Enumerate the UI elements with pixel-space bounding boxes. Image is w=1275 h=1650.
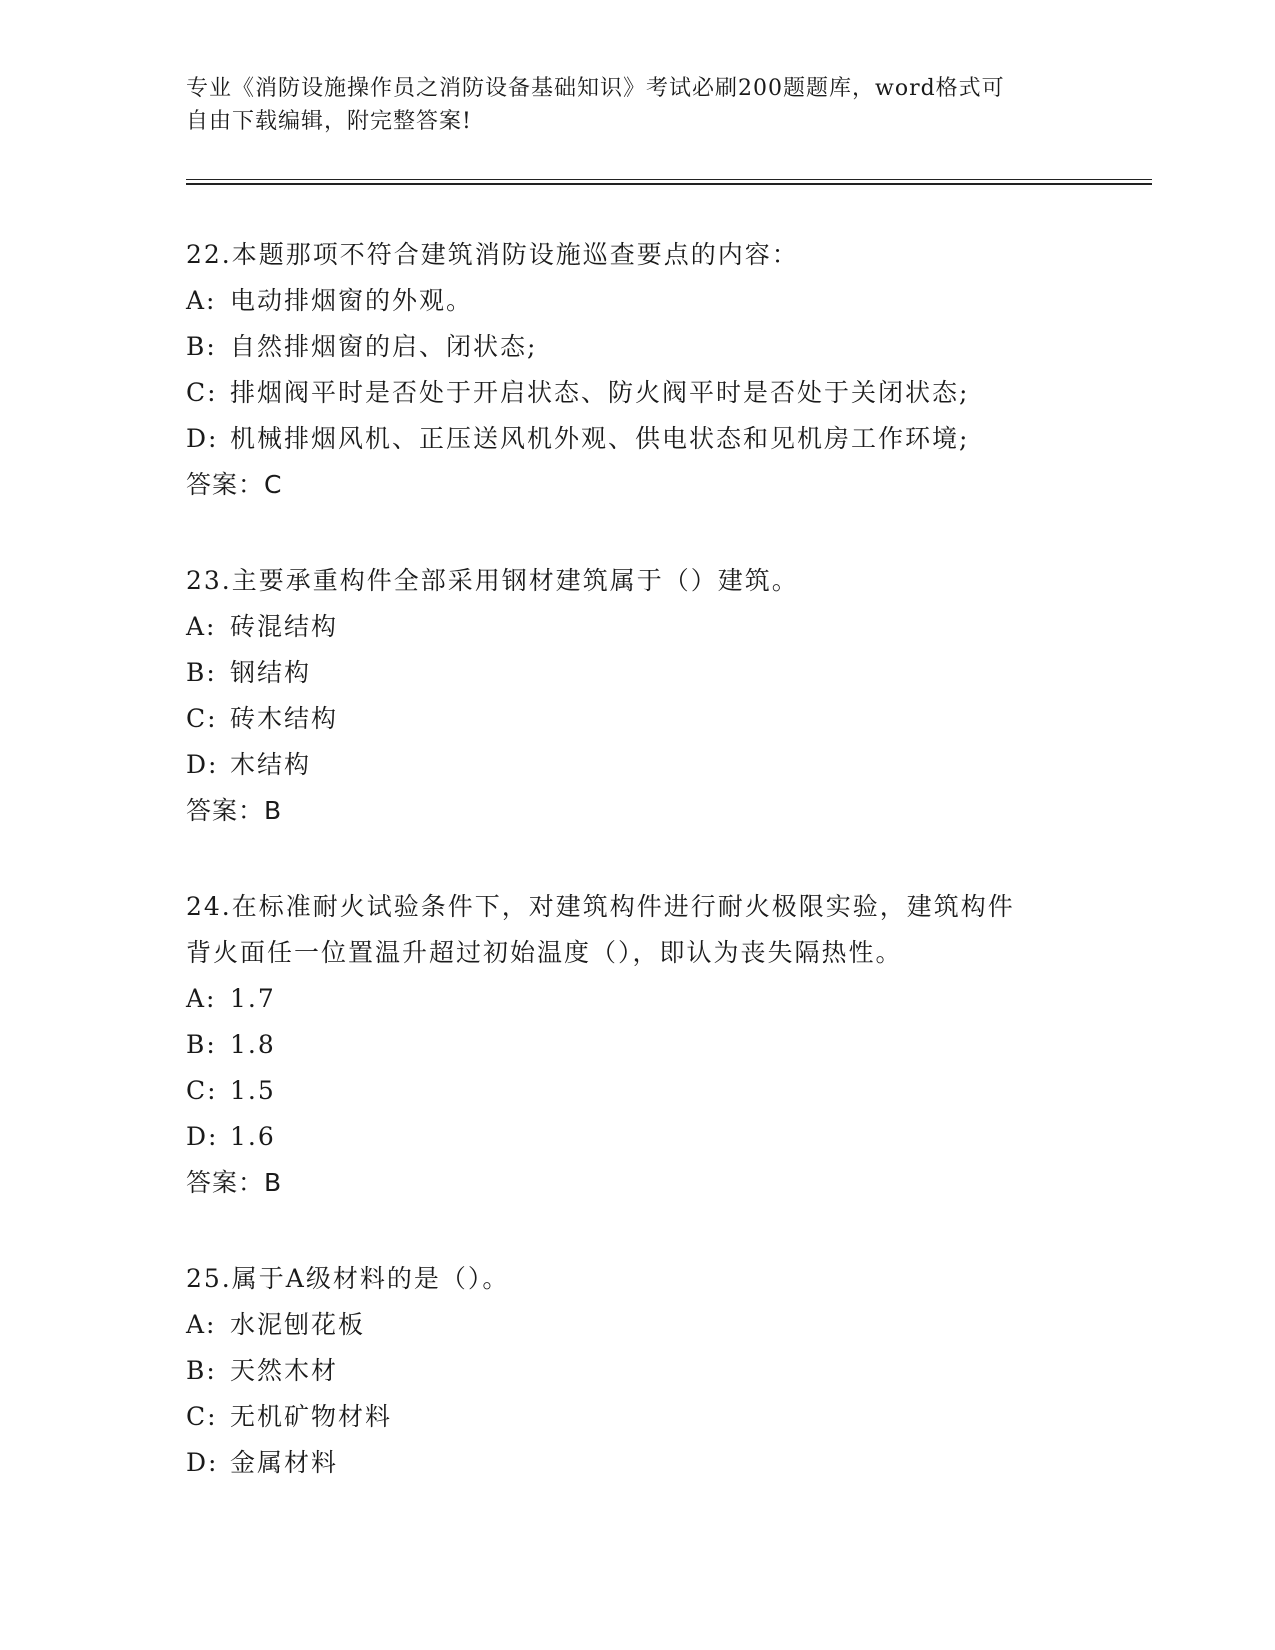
- option-a: [186, 976, 1166, 1022]
- option-key: C:: [186, 704, 218, 733]
- option-key: A:: [186, 1310, 217, 1339]
- header-divider-thin: [186, 179, 1152, 180]
- option-text: 天然木材: [230, 1356, 339, 1385]
- option-key: B:: [186, 1356, 217, 1385]
- option-key: C:: [186, 378, 218, 407]
- option-d: [186, 742, 1166, 788]
- option-b: [186, 1348, 1166, 1394]
- option-key: A:: [186, 286, 217, 315]
- option-key: B:: [186, 332, 217, 361]
- option-text: 金属材料: [230, 1448, 339, 1477]
- question-line: 25.属于A级材料的是（）。: [186, 1264, 510, 1293]
- option-key: B:: [186, 1030, 217, 1059]
- option-key: D:: [186, 424, 219, 453]
- question-text: [186, 884, 1166, 976]
- header-line-2: 自由下载编辑，附完整答案!: [186, 109, 472, 134]
- option-text: 水泥刨花板: [230, 1310, 366, 1339]
- question-line: 22.本题那项不符合建筑消防设施巡查要点的内容：: [186, 240, 799, 269]
- option-d: [186, 1114, 1166, 1160]
- option-text: 钢结构: [230, 658, 312, 687]
- question-22: [186, 232, 1166, 508]
- option-c: [186, 1068, 1166, 1114]
- option-a: [186, 1302, 1166, 1348]
- option-text: 机械排烟风机、正压送风机外观、供电状态和见机房工作环境;: [230, 424, 970, 453]
- question-23: [186, 558, 1166, 834]
- question-text: [186, 232, 1166, 278]
- question-line: 24.在标准耐火试验条件下，对建筑构件进行耐火极限实验，建筑构件: [186, 892, 1015, 921]
- option-text: 砖木结构: [230, 704, 339, 733]
- option-text: 1.6: [230, 1122, 276, 1151]
- option-b: [186, 1022, 1166, 1068]
- question-list: [186, 232, 1166, 1536]
- question-25: [186, 1256, 1166, 1486]
- option-d: [186, 416, 1166, 462]
- option-b: [186, 324, 1166, 370]
- option-text: 电动排烟窗的外观。: [230, 286, 474, 315]
- header-divider-thick: [186, 183, 1152, 185]
- answer-line: 答案：B: [186, 796, 283, 825]
- option-text: 1.7: [230, 984, 276, 1013]
- question-text: [186, 1256, 1166, 1302]
- option-text: 砖混结构: [230, 612, 339, 641]
- question-line: 背火面任一位置温升超过初始温度（），即认为丧失隔热性。: [186, 938, 903, 967]
- option-c: [186, 370, 1166, 416]
- option-key: C:: [186, 1402, 218, 1431]
- answer-line: 答案：B: [186, 1168, 283, 1197]
- question-text: [186, 558, 1166, 604]
- option-key: D:: [186, 1448, 219, 1477]
- option-a: [186, 604, 1166, 650]
- option-key: D:: [186, 1122, 219, 1151]
- option-text: 木结构: [230, 750, 312, 779]
- option-key: C:: [186, 1076, 218, 1105]
- option-key: A:: [186, 984, 217, 1013]
- answer-line: 答案：C: [186, 470, 283, 499]
- option-d: [186, 1440, 1166, 1486]
- document-header: [186, 72, 1086, 138]
- question-line: 23.主要承重构件全部采用钢材建筑属于（）建筑。: [186, 566, 799, 595]
- question-24: [186, 884, 1166, 1206]
- option-key: A:: [186, 612, 217, 641]
- option-a: [186, 278, 1166, 324]
- option-text: 1.5: [230, 1076, 276, 1105]
- option-c: [186, 696, 1166, 742]
- option-text: 排烟阀平时是否处于开启状态、防火阀平时是否处于关闭状态;: [230, 378, 970, 407]
- option-text: 1.8: [230, 1030, 276, 1059]
- option-text: 无机矿物材料: [230, 1402, 393, 1431]
- option-b: [186, 650, 1166, 696]
- option-key: B:: [186, 658, 217, 687]
- option-text: 自然排烟窗的启、闭状态;: [230, 332, 538, 361]
- header-line-1: 专业《消防设施操作员之消防设备基础知识》考试必刷200题题库，word格式可: [186, 76, 1005, 101]
- option-key: D:: [186, 750, 219, 779]
- option-c: [186, 1394, 1166, 1440]
